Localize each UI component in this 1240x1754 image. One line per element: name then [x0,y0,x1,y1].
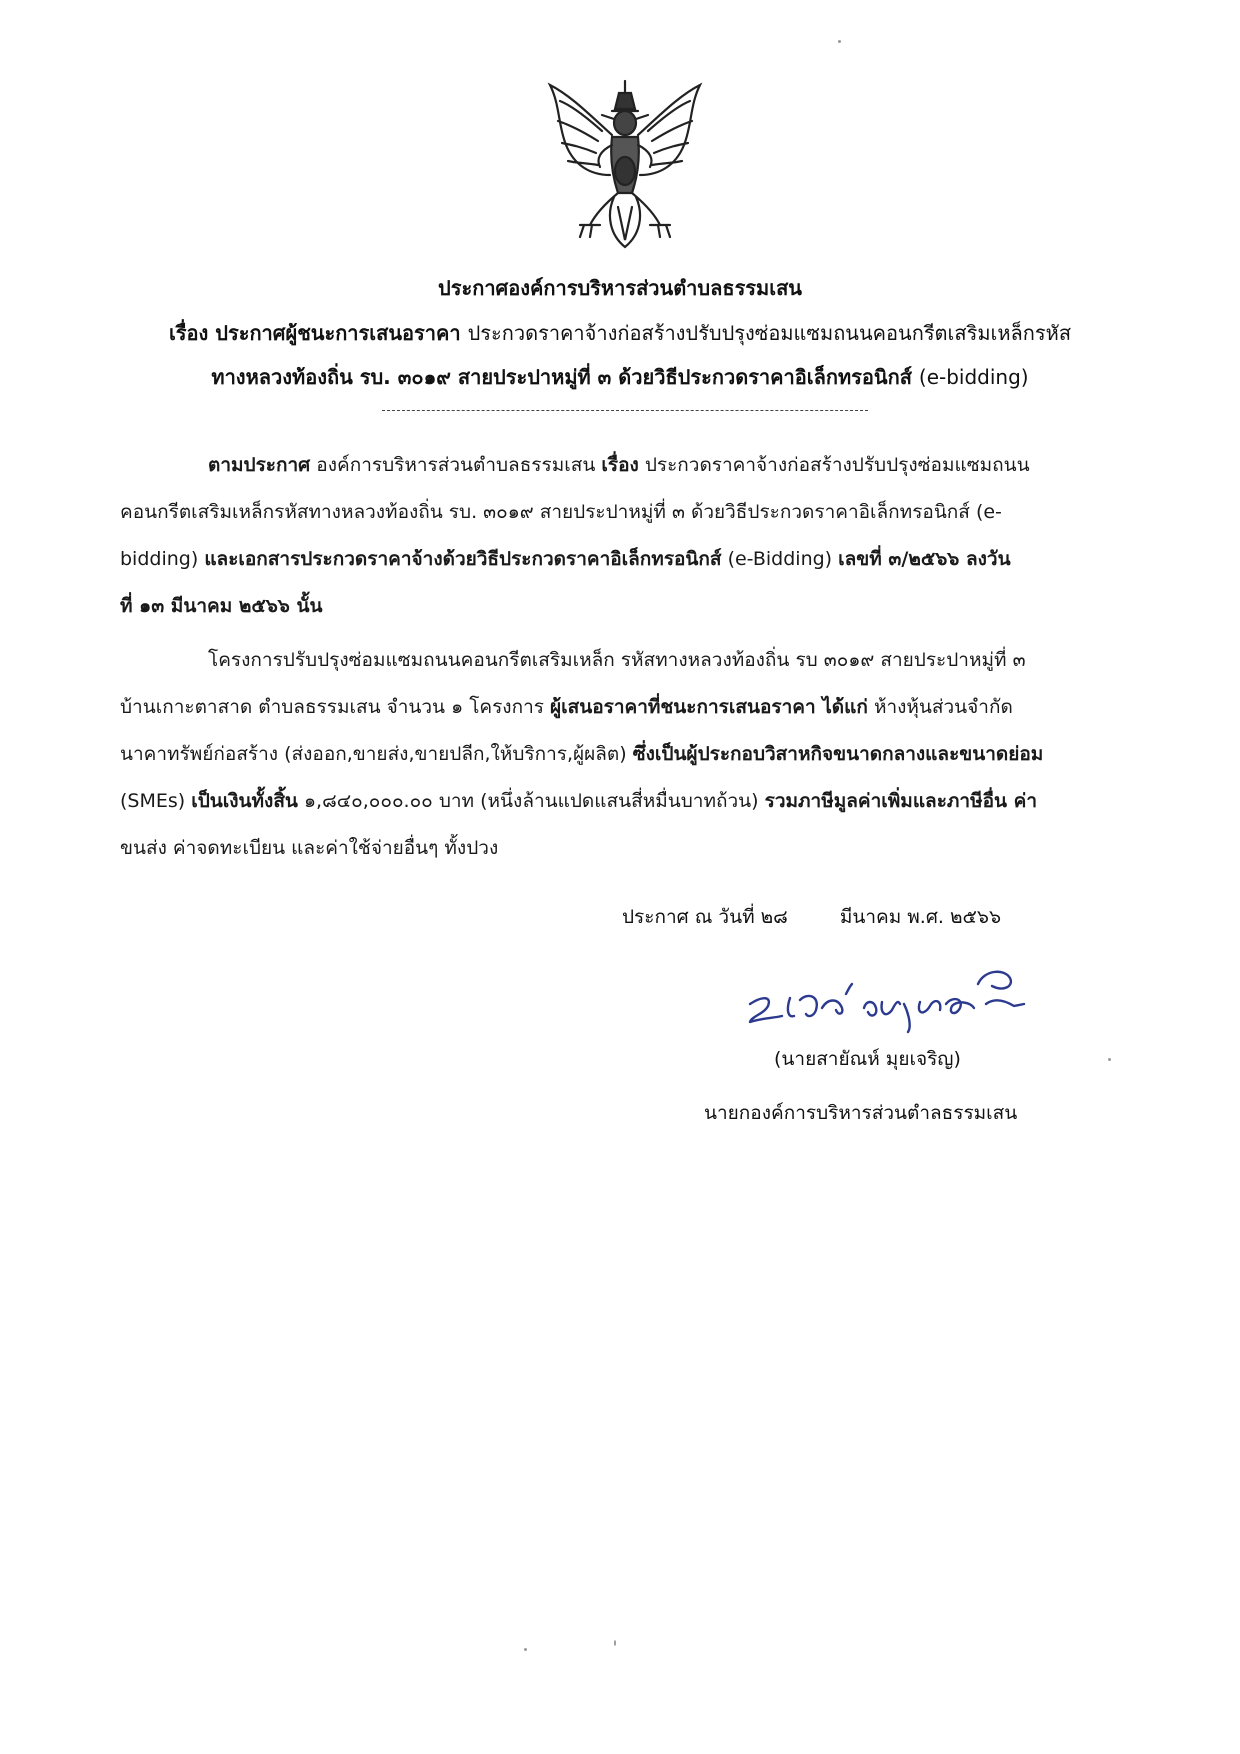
signer-position: นายกองค์การบริหารส่วนตำลธรรมเสน [704,1102,1018,1124]
p1-line-2: คอนกรีตเสริมเหล็กรหัสทางหลวงท้องถิ่น รบ. ๓๐๑๙ สายประปาหมู่ที่ ๓ ด้วยวิธีประกวดราคาอิเล็กทรอนิกส์ (e- [120,501,1002,523]
p1-bold-3: และเอกสารประกวดราคาจ้างด้วยวิธีประกวดราคาอิเล็กทรอนิกส์ [204,548,722,570]
p1-text-3: bidding) [120,548,199,570]
title-divider [382,410,868,411]
p2-text-5: ๑,๘๔๐,๐๐๐.๐๐ บาท (หนึ่งล้านแปดแสนสี่หมื่นบาทถ้วน) [303,790,759,812]
date-suffix: มีนาคม พ.ศ. ๒๕๖๖ [839,906,1002,928]
subject-line-1 [0,317,1240,349]
p2-text-4: (SMEs) [120,790,186,812]
subject-suffix: (e-bidding) [918,365,1029,389]
scan-speck [614,1640,616,1646]
p2-line-2 [120,684,1130,731]
p2-bold-3: เป็นเงินทั้งสิ้น [191,790,298,812]
p2-text-3: นาคาทรัพย์ก่อสร้าง (ส่งออก,ขายส่ง,ขายปลีก,ให้บริการ,ผู้ผลิต) [120,743,627,765]
p2-bold-2: ซึ่งเป็นผู้ประกอบวิสาหกิจขนาดกลางและขนาดย่อม [632,743,1044,765]
p1-bold-1: ตามประกาศ [208,454,311,476]
p1-text-1: องค์การบริหารส่วนตำบลธรรมเสน [316,454,596,476]
p1-bold-5: ที่ ๑๓ มีนาคม ๒๕๖๖ นั้น [120,595,323,617]
p1-line-1 [120,442,1130,489]
title-text: ประกาศองค์การบริหารส่วนตำบลธรรมเสน [438,276,802,300]
p1-bold-4: เลขที่ ๓/๒๕๖๖ ลงวัน [838,548,1011,570]
scan-speck [1108,1058,1111,1061]
subject-line-2 [0,361,1240,393]
document-title [0,272,1240,304]
p1-line-4 [120,583,1130,630]
p1-text-4: (e-Bidding) [727,548,833,570]
subject-text-2: ทางหลวงท้องถิ่น รบ. ๓๐๑๙ สายประปาหมู่ที่ ๓ ด้วยวิธีประกวดราคาอิเล็กทรอนิกส์ [211,365,912,389]
signer-name: (นายสายัณห์ มุยเจริญ) [774,1048,961,1070]
p1-line-3 [120,536,1130,583]
p2-line-3 [120,731,1130,778]
p1-bold-2: เรื่อง [601,454,639,476]
p2-text-2: ห้างหุ้นส่วนจำกัด [873,696,1013,718]
p1-text-2: ประกวดราคาจ้างก่อสร้างปรับปรุงซ่อมแซมถนน [644,454,1030,476]
scan-speck [524,1648,527,1651]
garuda-emblem-icon [540,75,710,255]
subject-prefix: เรื่อง ประกาศผู้ชนะการเสนอราคา [168,321,461,345]
p2-text-1: บ้านเกาะตาสาด ตำบลธรรมเสน จำนวน ๑ โครงการ [120,696,544,718]
handwritten-signature [742,956,1032,1036]
subject-text-1: ประกวดราคาจ้างก่อสร้างปรับปรุงซ่อมแซมถนนคอนกรีตเสริมเหล็กรหัส [467,321,1072,345]
announcement-date [622,902,1001,932]
paragraph-1 [120,442,1130,630]
paragraph-2 [120,637,1130,872]
scan-speck [838,40,841,43]
p2-line-4 [120,778,1130,825]
p2-bold-4: รวมภาษีมูลค่าเพิ่มและภาษีอื่น ค่า [764,790,1038,812]
p2-line-1: โครงการปรับปรุงซ่อมแซมถนนคอนกรีตเสริมเหล็ก รหัสทางหลวงท้องถิ่น รบ ๓๐๑๙ สายประปาหมู่ที่ ๓ [208,649,1026,671]
p2-line-5: ขนส่ง ค่าจดทะเบียน และค่าใช้จ่ายอื่นๆ ทั้งปวง [120,837,499,859]
date-prefix: ประกาศ ณ วันที่ ๒๘ [622,906,788,928]
p2-bold-1: ผู้เสนอราคาที่ชนะการเสนอราคา ได้แก่ [550,696,868,718]
